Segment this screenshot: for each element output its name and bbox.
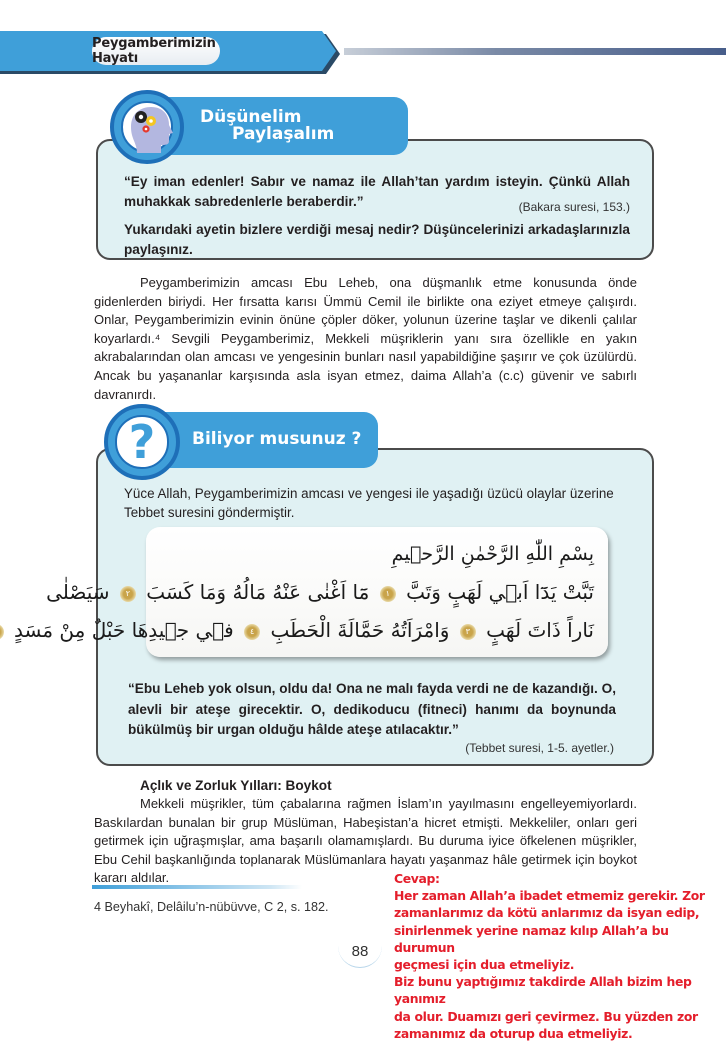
answer-line: sinirlenmek yerine namaz kılıp Allah’a bu durumun	[394, 922, 669, 955]
footnote-rule	[92, 885, 302, 889]
header-rule	[344, 48, 726, 55]
answer-line: geçmesi için dua etmeliyiz.	[394, 957, 575, 973]
tebbet-translation: “Ebu Leheb yok olsun, oldu da! Ona ne malı fayda verdi ne de kazandığı. O, alevli bir ateşe girecektir. O, dedikoducu (fitneci) hanımı da boynunda bükülmüş bir urgan olduğu hâlde ateşe atılacaktır.”	[128, 681, 616, 737]
section-heading: Açlık ve Zorluk Yılları: Boykot	[140, 778, 332, 793]
did-you-know-tab	[150, 412, 378, 468]
answer-line: da olur. Duamızı geri çevirmez. Bu yüzden zor	[394, 1008, 698, 1024]
answer-line: zamanlarımız da kötü anlarımız da isyan edip,	[394, 905, 700, 921]
ayah-marker-3: ٣	[460, 624, 476, 640]
answer-block	[394, 870, 726, 1042]
think-tab-line1: Düşünelim	[200, 107, 302, 127]
ayah-marker-2: ٢	[120, 586, 136, 602]
think-badge	[110, 90, 184, 164]
think-share-tab	[150, 97, 408, 155]
answer-label: Cevap:	[394, 871, 440, 886]
section-paragraph: Mekkeli müşrikler, tüm çabalarına rağmen İslam’ın yayılmasını engelleyemiyorlardı. Baskılardan bunalan bir grup Müslüman, Habeşistan’a hicret etmişti. Mekkeliler, onları geri getirmek için uğraşmışlar, ama başarılı olamamışlardı. Bu duruma iyice öfkelenen müşrikler, Ebu Cehil başkanlığında toplanarak Müslümanlara hayatı yaşanmaz hâle getirmek için boykot kararı aldılar.	[94, 796, 637, 886]
tebbet-calligraphy	[14, 527, 608, 657]
chapter-title: Peygamberimizin Hayatı	[92, 37, 220, 65]
think-tab-line2: Paylaşalım	[232, 124, 335, 144]
footnote: 4 Beyhakî, Delâilu’n-nübüvve, C 2, s. 182.	[94, 900, 329, 914]
head-gears-icon	[121, 101, 172, 152]
think-quote: “Ey iman edenler! Sabır ve namaz ile Allah’tan yardım isteyin. Çünkü Allah muhakkak sabredenlerle beraberdir.”	[124, 174, 630, 209]
think-source: (Bakara suresi, 153.)	[518, 200, 630, 214]
answer-line: zamanımız da oturup dua etmeliyiz.	[394, 1025, 633, 1041]
ayah-marker-1: ١	[380, 586, 396, 602]
question-mark-icon: ?	[115, 415, 168, 468]
body-paragraph-1: Peygamberimizin amcası Ebu Leheb, ona düşmanlık etme konusunda önde gidenlerden biriydi. Her fırsatta karısı Ümmü Cemil ile birlikte ona eziyet etmeye çalışırdı. Onlar, Peygamberimizin evinin önüne çöpler döker, yolunun üzerine taşlar ve dikenli çalılar koyarlardı.⁴ Sevgili Peygamberimiz, Mekkeli müşriklerin yanı sıra özellikle en yakın akrabalarından olan amcası ve yengesinin bunları nasıl yapabildiğine şaşırır ve çok üzülürdü. Ancak bu yaşananlar karşısında asla isyan etmez, daima Allah’a (c.c) güvenir ve sabırlı davranırdı.	[94, 275, 637, 402]
did-you-know-badge	[104, 404, 180, 480]
ayah-marker-5	[0, 624, 4, 640]
answer-line: Biz bunu yaptığımız takdirde Allah bizim hep yanımız	[394, 974, 692, 1007]
page-number: 88	[338, 938, 382, 968]
ayah-marker-4: ٤	[244, 624, 260, 640]
answer-line: Her zaman Allah’a ibadet etmemiz gerekir. Zor	[394, 888, 705, 904]
arabic-line-2: تَبَّتْ يَدَٓا اَب۪ي لَهَبٍ وَتَبَّ ١ مَٓا اَغْنٰى عَنْهُ مَالُهُ وَمَا كَسَبَ ٢ سَيَصْلٰى	[46, 580, 594, 604]
tebbet-source: (Tebbet suresi, 1-5. ayetler.)	[465, 741, 614, 755]
did-you-know-intro: Yüce Allah, Peygamberimizin amcası ve yengesi ile yaşadığı üzücü olaylar üzerine Tebbet suresini göndermiştir.	[124, 486, 614, 520]
arabic-line-3: نَاراً ذَاتَ لَهَبٍ ٣ وَامْرَاَتُهُ حَمَّالَةَ الْحَطَبِ ٤ ف۪ي ج۪يدِهَا حَبْلٌ مِنْ مَسَدٍ	[160, 611, 594, 649]
think-question: Yukarıdaki ayetin bizlere verdiği mesaj nedir? Düşüncelerinizi arkadaşlarınızla paylaşınız.	[124, 222, 630, 257]
basmala: بِسْمِ اللّٰهِ الرَّحْمٰنِ الرَّح۪يمِ	[391, 543, 594, 565]
did-you-know-title: Biliyor musunuz ?	[192, 429, 362, 449]
head-gears-svg	[119, 99, 175, 155]
